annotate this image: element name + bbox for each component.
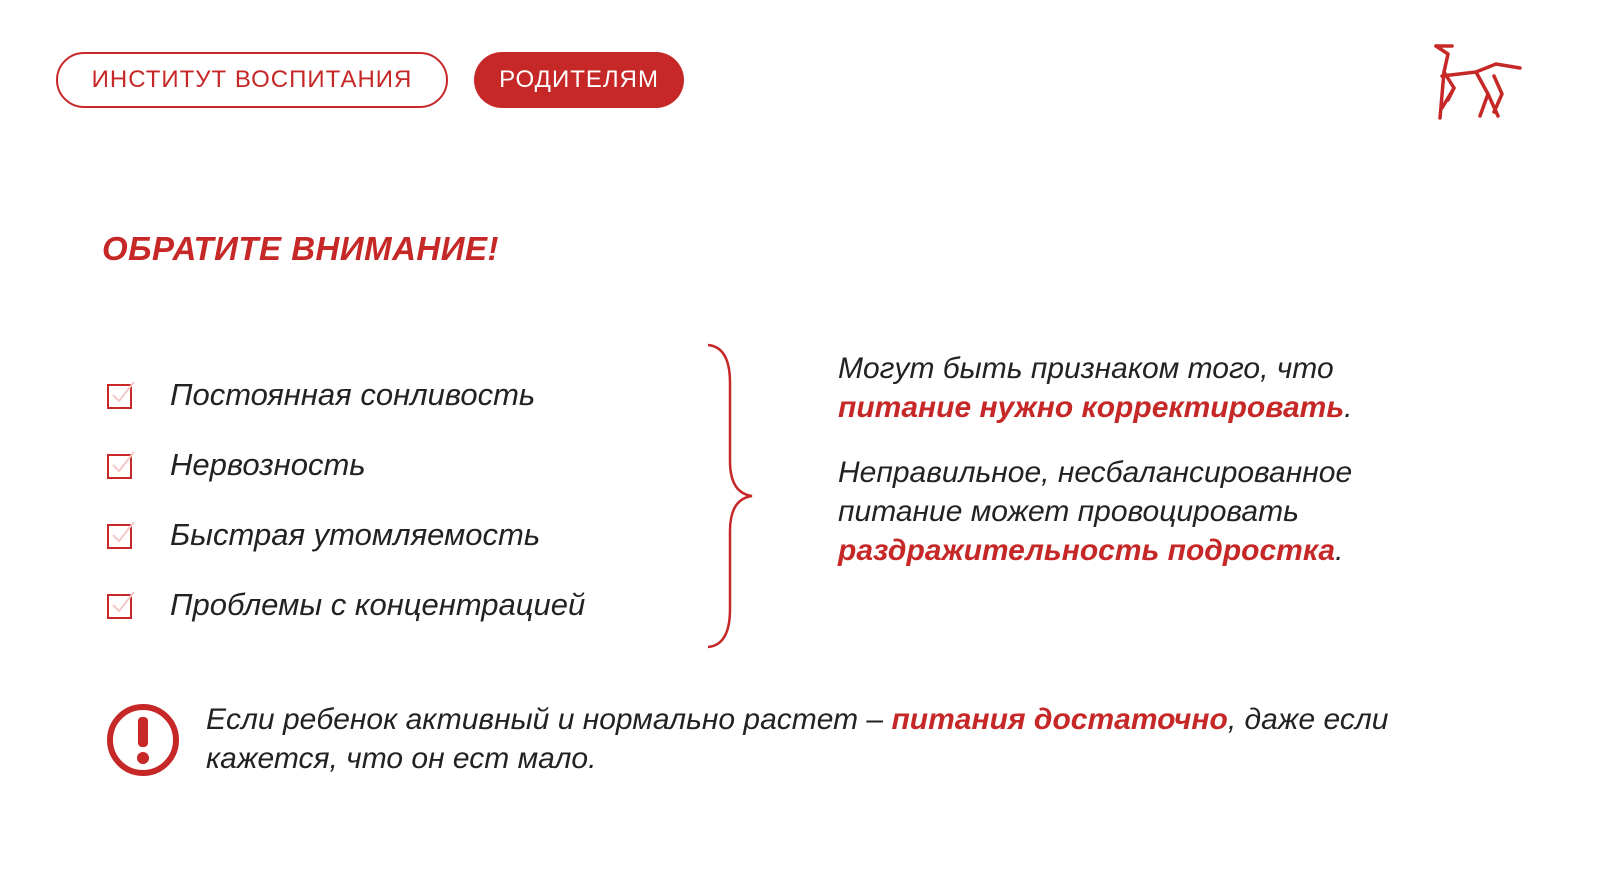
tag-parents[interactable]: РОДИТЕЛЯМ xyxy=(474,52,684,108)
list-item-label: Постоянная сонливость xyxy=(170,377,536,412)
highlight-text: раздражительность подростка xyxy=(838,534,1336,567)
highlight-text: питание нужно корректировать xyxy=(838,391,1345,424)
list-item xyxy=(106,360,585,430)
tag-institute[interactable]: ИНСТИТУТ ВОСПИТАНИЯ xyxy=(56,52,448,108)
horse-logo-icon xyxy=(1428,42,1524,122)
curly-brace xyxy=(700,343,760,649)
page-heading: ОБРАТИТЕ ВНИМАНИЕ! xyxy=(102,230,499,267)
list-item xyxy=(106,500,585,570)
list-item-label: Нервозность xyxy=(170,447,366,482)
exclamation-circle-icon xyxy=(105,702,181,778)
checkbox-icon xyxy=(106,590,136,620)
checkbox-icon xyxy=(106,380,136,410)
list-item-label: Проблемы с концентрацией xyxy=(170,587,586,622)
list-item-label: Быстрая утомляемость xyxy=(170,517,541,552)
checkbox-icon xyxy=(106,520,136,550)
note-irritability: Неправильное, несбалансированное питание может провоцировать раздражительность подростка. xyxy=(838,456,1353,567)
note-correction: Могут быть признаком того, что питание нужно корректировать. xyxy=(838,352,1353,424)
list-item xyxy=(106,430,585,500)
highlight-text: питания достаточно xyxy=(891,703,1228,736)
symptom-list xyxy=(106,360,585,640)
footer-note: Если ребенок активный и нормально растет – питания достаточно, даже если кажется, что он ест мало. xyxy=(206,703,1389,775)
list-item xyxy=(106,570,585,640)
checkbox-icon xyxy=(106,450,136,480)
